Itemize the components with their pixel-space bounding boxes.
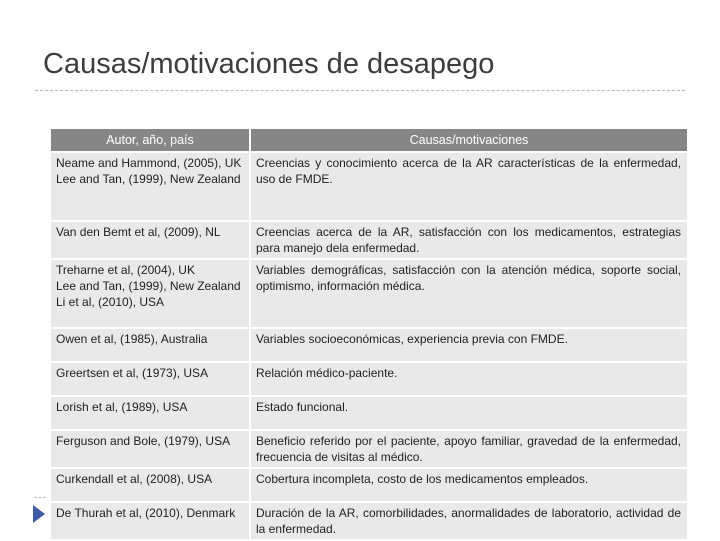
causes-cell: Relación médico-paciente. bbox=[251, 363, 687, 395]
table-row bbox=[51, 222, 687, 258]
author-cell bbox=[51, 431, 249, 467]
author-cell bbox=[51, 363, 249, 395]
table-row bbox=[51, 260, 687, 327]
author-entry: Curkendall et al, (2008), USA bbox=[56, 472, 213, 486]
title-divider bbox=[35, 90, 685, 91]
header-causes: Causas/motivaciones bbox=[251, 129, 687, 151]
slide-title: Causas/motivaciones de desapego bbox=[43, 48, 495, 80]
table-row bbox=[51, 503, 687, 539]
author-entry: De Thurah et al, (2010), Denmark bbox=[56, 506, 236, 520]
table-row bbox=[51, 431, 687, 467]
author-entry: Greertsen et al, (1973), USA bbox=[56, 366, 209, 380]
bullet-arrow-icon bbox=[33, 505, 45, 523]
causes-cell: Creencias acerca de la AR, satisfacción con los medicamentos, estrategias para manejo dela enfermedad. bbox=[251, 222, 687, 258]
causes-cell: Estado funcional. bbox=[251, 397, 687, 429]
causes-cell: Variables socioeconómicas, experiencia previa con FMDE. bbox=[251, 329, 687, 361]
author-entry: Neame and Hammond, (2005), UK bbox=[56, 156, 242, 170]
table-row bbox=[51, 469, 687, 501]
author-cell bbox=[51, 329, 249, 361]
author-cell bbox=[51, 503, 249, 539]
author-cell bbox=[51, 153, 249, 220]
author-entry: Treharne et al, (2004), UK bbox=[56, 263, 195, 277]
table-header-row bbox=[51, 129, 687, 151]
causes-cell: Creencias y conocimiento acerca de la AR características de la enfermedad, uso de FMDE. bbox=[251, 153, 687, 220]
causes-table bbox=[49, 127, 689, 541]
author-entry: Van den Bemt et al, (2009), NL bbox=[56, 225, 221, 239]
decorative-dash bbox=[34, 497, 46, 498]
table-row bbox=[51, 397, 687, 429]
table-row bbox=[51, 363, 687, 395]
causes-cell: Cobertura incompleta, costo de los medicamentos empleados. bbox=[251, 469, 687, 501]
author-cell bbox=[51, 469, 249, 501]
author-entry: Lee and Tan, (1999), New Zealand bbox=[56, 172, 241, 186]
author-entry: Lee and Tan, (1999), New Zealand bbox=[56, 279, 241, 293]
author-entry: Owen et al, (1985), Australia bbox=[56, 332, 208, 346]
table-row bbox=[51, 329, 687, 361]
author-cell bbox=[51, 222, 249, 258]
author-cell bbox=[51, 397, 249, 429]
causes-cell: Duración de la AR, comorbilidades, anormalidades de laboratorio, actividad de la enfermedad. bbox=[251, 503, 687, 539]
causes-cell: Variables demográficas, satisfacción con la atención médica, soporte social, optimismo, información médica. bbox=[251, 260, 687, 327]
causes-cell: Beneficio referido por el paciente, apoyo familiar, gravedad de la enfermedad, frecuencia de visitas al médico. bbox=[251, 431, 687, 467]
author-entry: Ferguson and Bole, (1979), USA bbox=[56, 434, 231, 448]
table-row bbox=[51, 153, 687, 220]
author-cell bbox=[51, 260, 249, 327]
author-entry: Lorish et al, (1989), USA bbox=[56, 400, 188, 414]
author-entry: Li et al, (2010), USA bbox=[56, 295, 165, 309]
header-author: Autor, año, país bbox=[51, 129, 249, 151]
